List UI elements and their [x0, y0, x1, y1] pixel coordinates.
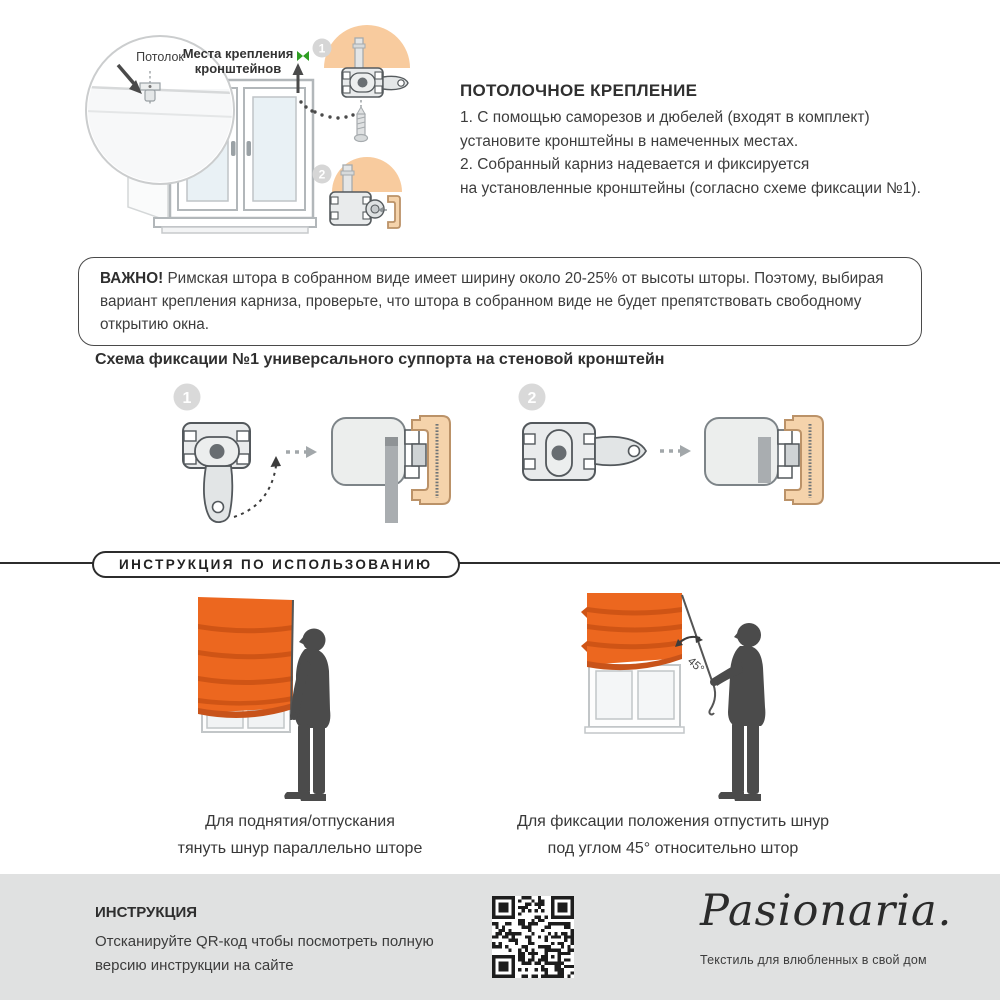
brand-logo: Pasionaria.	[700, 886, 953, 936]
important-label: ВАЖНО!	[100, 270, 164, 287]
footer-line: Отсканируйте QR-код чтобы посмотреть полную	[95, 933, 434, 950]
usage-illustration-fix	[520, 588, 890, 803]
step-line: 2. Собранный карниз надевается и фиксируется	[460, 156, 810, 173]
mount-points-label-2: кронштейнов	[194, 61, 282, 76]
ceiling-label: Потолок	[136, 50, 184, 64]
window-drawing	[585, 665, 684, 733]
rotate-arrow	[234, 466, 276, 517]
svg-text:2: 2	[318, 167, 326, 182]
cord-tail	[709, 681, 715, 714]
rail-profile	[388, 196, 400, 228]
footer	[0, 874, 1000, 1000]
wall-bracket-arm-right	[523, 423, 646, 480]
window-ceiling-illustration	[68, 25, 318, 240]
step-line: установите кронштейны в намеченных местах.	[460, 132, 799, 150]
usage-section-title: ИНСТРУКЦИЯ ПО ИСПОЛЬЗОВАНИЮ	[92, 551, 460, 578]
svg-text:1: 1	[182, 390, 192, 407]
fixation-scheme-title: Схема фиксации №1 универсального суппорта на стеновой кронштейн	[95, 351, 665, 368]
usage-illustration-pull	[140, 588, 510, 803]
ceiling-mount-title: ПОТОЛОЧНОЕ КРЕПЛЕНИЕ	[460, 81, 698, 100]
screw-icon	[355, 107, 368, 142]
mount-point-marker-icon	[297, 51, 309, 61]
footer-line: версию инструкции на сайте	[95, 957, 294, 974]
assembled-support-with-rail	[705, 416, 823, 504]
caption-pull: Для поднятия/отпускания тянуть шнур параллельно шторе	[177, 813, 423, 857]
dowel	[355, 38, 363, 70]
step-line: 1. С помощью саморезов и дюбелей (входят в комплект)	[460, 109, 870, 126]
important-text: Римская штора в собранном виде имеет ширину около 20-25% от высоты шторы. Поэтому, выбирая вариант крепления карниза, проверьте, что штора в собранном виде не будет препятствовать свободному открытию окна.	[100, 270, 884, 333]
mount-points-label-1: Места крепления	[182, 46, 294, 61]
svg-text:2: 2	[527, 390, 537, 407]
fixation-scheme-diagram	[0, 378, 1000, 550]
roman-blind	[198, 597, 293, 718]
footer-text-block	[95, 901, 434, 978]
bracket	[330, 192, 384, 225]
brand-tagline: Текстиль для влюбленных в свой дом	[700, 953, 927, 967]
ceiling-surface	[324, 25, 410, 68]
angle-label: 45°	[684, 655, 706, 676]
qr-code	[492, 896, 574, 978]
important-note-box	[78, 257, 922, 346]
step-line: на установленные кронштейны (согласно схеме фиксации №1).	[460, 179, 921, 197]
caption-fix: Для фиксации положения отпустить шнур под углом 45° относительно штор	[517, 813, 829, 857]
assembled-support-with-rail	[332, 416, 450, 523]
wall-bracket-free	[183, 423, 250, 522]
ceiling-mount-step2-diagram	[312, 152, 440, 244]
dowel	[343, 165, 352, 192]
footer-title: ИНСТРУКЦИЯ	[95, 904, 198, 921]
svg-text:1: 1	[318, 41, 326, 56]
dotted-path	[313, 110, 354, 119]
person-silhouette	[710, 623, 765, 801]
ceiling-mount-step1-diagram	[312, 22, 440, 150]
ceiling-mount-steps	[460, 106, 921, 200]
roman-blind-raised	[581, 593, 682, 670]
bracket	[342, 68, 408, 97]
